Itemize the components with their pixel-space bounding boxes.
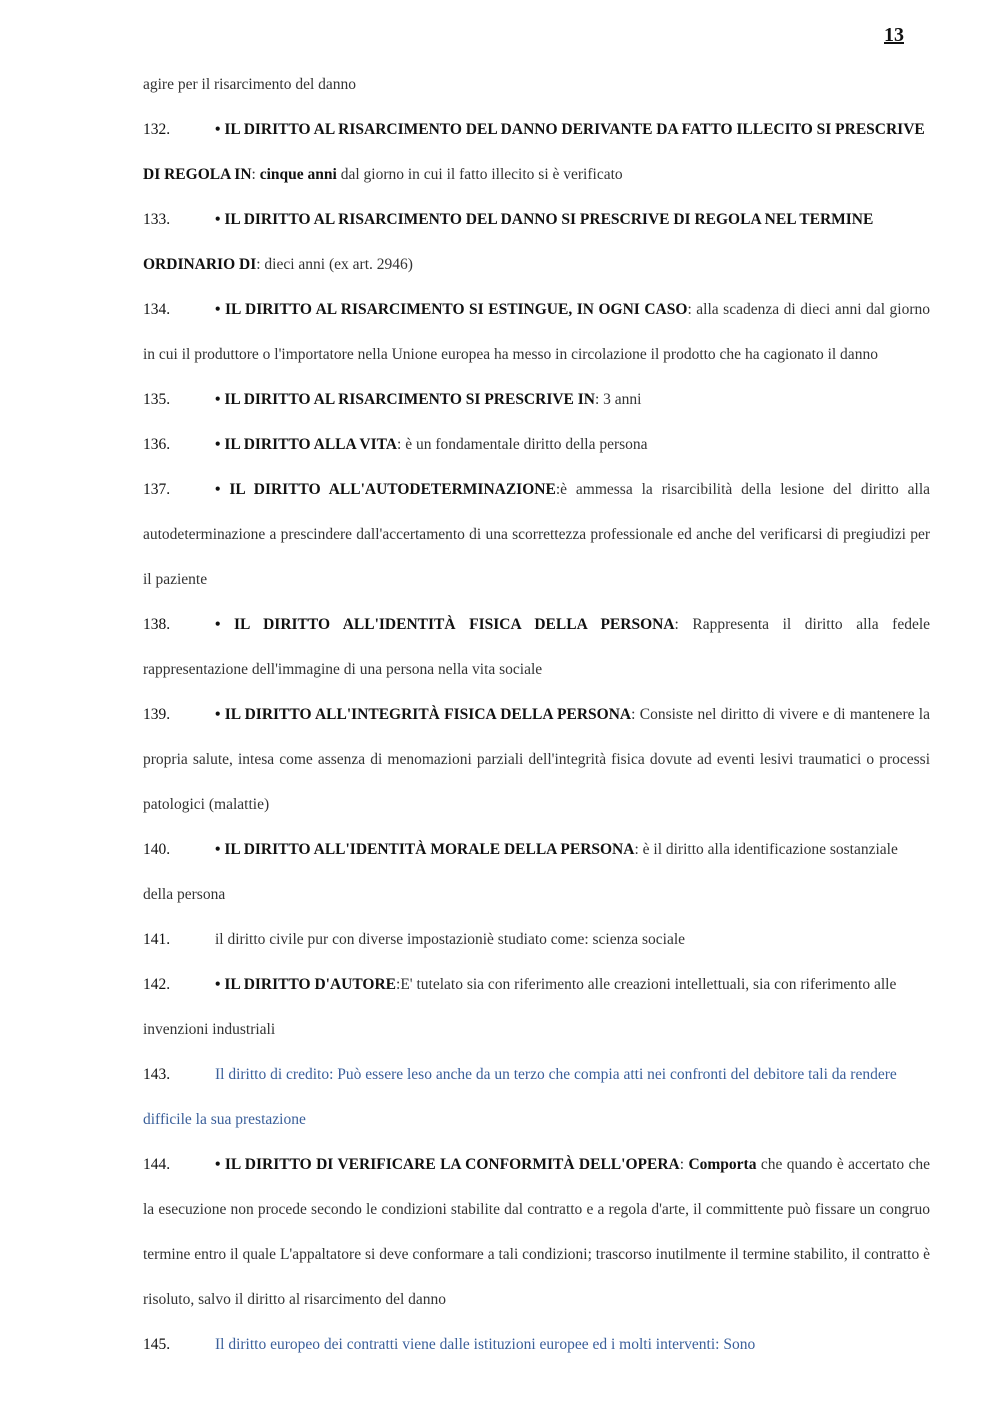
entry-number: 139. [143,706,171,723]
entry-143 [143,1052,930,1142]
entry-number: 138. [143,616,171,633]
entry-text: : Consiste nel diritto di vivere e di mantenere la propria salute, intesa come assenza di menomazioni parziali dell'integrità fisica dovute ad eventi lesivi traumatici o processi patologici (malattie) [143,706,930,813]
entry-text: : 3 anni [595,391,642,408]
entry-text: :E' tutelato sia con riferimento alle creazioni intellettuali, sia con riferimento alle invenzioni industriali [143,976,897,1038]
entry-139 [143,692,930,827]
bullet: • [215,976,221,993]
intro-text: agire per il risarcimento del danno [143,76,357,93]
entry-text: Il diritto europeo dei contratti viene dalle istituzioni europee ed i molti interventi: Sono [215,1336,756,1353]
entry-137 [143,467,930,602]
entry-text: :è ammessa la risarcibilità della lesione del diritto alla autodeterminazione a prescindere dall'accertamento di una scorrettezza professionale ed anche del verificarsi di pregiudizi per il paziente [143,481,931,588]
entry-141 [143,917,930,962]
entry-heading: IL DIRITTO AL RISARCIMENTO DEL DANNO SI PRESCRIVE DI REGOLA NEL TERMINE ORDINARIO DI [143,211,874,273]
entry-number: 134. [143,301,171,318]
entry-number: 142. [143,976,171,993]
bullet: • [215,616,221,633]
entry-text: Il diritto di credito: Può essere leso anche da un terzo che compia atti nei confronti del debitore tali da rendere difficile la sua prestazione [143,1066,897,1128]
entry-number: 145. [143,1336,171,1353]
page-number: 13 [884,24,904,46]
entry-heading: IL DIRITTO AL RISARCIMENTO SI PRESCRIVE IN [224,391,595,408]
entry-text-pre: : [679,1156,689,1173]
entry-132: 132. • IL DIRITTO AL RISARCIMENTO DEL DANNO DERIVANTE DA FATTO ILLECITO SI PRESCRIVE DI REGOLA IN: cinque anni dal giorno in cui il fatto illecito si è verificato [143,107,930,197]
entry-heading: IL DIRITTO AL RISARCIMENTO DEL DANNO DERIVANTE DA FATTO ILLECITO SI PRESCRIVE DI REGOLA IN [143,121,925,183]
entry-heading: IL DIRITTO ALL'AUTODETERMINAZIONE [229,481,556,498]
entry-bold-text: Comporta [688,1156,757,1173]
entry-text: : è il diritto alla identificazione sostanziale della persona [143,841,898,903]
entry-text: : dieci anni (ex art. 2946) [256,256,413,273]
entry-heading: IL DIRITTO ALLA VITA [224,436,398,453]
entry-text: il diritto civile pur con diverse impostazioniè studiato come: scienza sociale [215,931,686,948]
entry-135 [143,377,930,422]
entry-number: 144. [143,1156,171,1173]
entry-138 [143,602,930,692]
bullet: • [215,1156,221,1173]
entry-number: 133. [143,211,171,228]
bullet: • [215,706,221,723]
document-body [143,62,930,1367]
entry-text: dal giorno in cui il fatto illecito si è verificato [336,166,623,183]
entry-144 [143,1142,930,1322]
entry-number: 141. [143,931,171,948]
entry-text: che quando è accertato che la esecuzione non procede secondo le condizioni stabilite dal contratto e a regola d'arte, il committente può fissare un congruo termine entro il quale L'appaltatore si deve conformare a tali condizioni; trascorso inutilmente il termine stabilito, il contratto è risoluto, salvo il diritto al risarcimento del danno [143,1156,931,1308]
entry-text: : alla scadenza di dieci anni dal giorno in cui il produttore o l'importatore nella Unione europea ha messo in circolazione il prodotto che ha cagionato il danno [143,301,930,363]
entry-number: 136. [143,436,171,453]
bullet: • [215,121,221,138]
entry-145 [143,1322,930,1367]
bullet: • [215,436,221,453]
entry-heading: IL DIRITTO AL RISARCIMENTO SI ESTINGUE, IN OGNI CASO [224,301,688,318]
bullet: • [215,841,221,858]
entry-142 [143,962,930,1052]
entry-133 [143,197,930,287]
entry-134 [143,287,930,377]
entry-136 [143,422,930,467]
entry-bold-text: cinque anni [259,166,337,183]
entry-heading: IL DIRITTO ALL'IDENTITÀ FISICA DELLA PERSONA [234,616,675,633]
bullet: • [215,481,221,498]
bullet: • [215,301,221,318]
bullet: • [215,391,221,408]
entry-number: 135. [143,391,171,408]
entry-text: : Rappresenta il diritto alla fedele rappresentazione dell'immagine di una persona nella vita sociale [143,616,931,678]
bullet: • [215,211,221,228]
entry-text: : è un fondamentale diritto della persona [397,436,648,453]
entry-heading: IL DIRITTO ALL'IDENTITÀ MORALE DELLA PERSONA [224,841,635,858]
entry-heading: IL DIRITTO DI VERIFICARE LA CONFORMITÀ DELL'OPERA [224,1156,680,1173]
entry-number: 143. [143,1066,171,1083]
entry-heading: IL DIRITTO D'AUTORE [224,976,397,993]
entry-heading: IL DIRITTO ALL'INTEGRITÀ FISICA DELLA PERSONA [224,706,632,723]
entry-number: 132. [143,121,171,138]
entry-number: 137. [143,481,171,498]
entry-140 [143,827,930,917]
entry-number: 140. [143,841,171,858]
